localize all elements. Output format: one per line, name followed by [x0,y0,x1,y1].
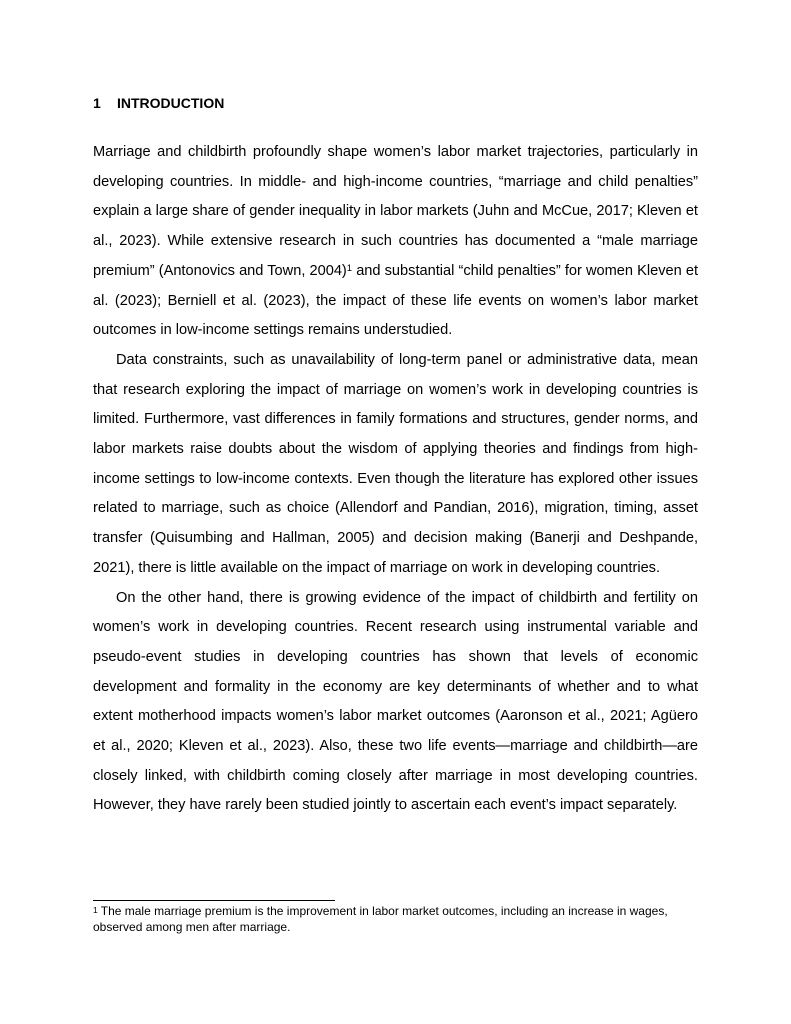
footnote-divider [93,900,335,901]
footnote-number: 1 [93,905,98,915]
body-text [93,138,698,821]
section-number: 1 [93,95,101,111]
paragraph-1 [93,138,698,346]
section-heading [93,95,224,111]
footnote-ref: 1 [346,262,353,274]
section-title: INTRODUCTION [117,95,225,111]
paragraph-1-text-cont: and substantial “child penalties” for women Kleven et al. (2023); Berniell et al. (2023), the impact of these life events on women’s labor market outcomes in low-income settings remains understudied. [93,262,699,339]
paragraph-1-text: Marriage and childbirth profoundly shape women’s labor market trajectories, particularly in developing countries. In middle- and high-income countries, “marriage and child penalties” explain a large share of gender inequality in labor markets (Juhn and McCue, 2017; Kleven et al., 2023). While extensive research in such countries has documented a “male marriage premium” (Antonovics and Town, 2004) [93,144,698,279]
paragraph-3: On the other hand, there is growing evidence of the impact of childbirth and fertility on women’s work in developing countries. Recent research using instrumental variable and pseudo-event studies in developing countries has shown that levels of economic development and formality in the economy are key determinants of whether and to what extent motherhood impacts women’s labor market outcomes (Aaronson et al., 2021; Agüero et al., 2020; Kleven et al., 2023). Also, these two life events—marriage and childbirth—are closely linked, with childbirth coming closely after marriage in most developing countries. However, they have rarely been studied jointly to ascertain each event’s impact separately. [93,589,698,814]
footnote [93,903,698,935]
footnote-text: The male marriage premium is the improvement in labor market outcomes, including an increase in wages, observed among men after marriage. [93,904,668,934]
paragraph-2: Data constraints, such as unavailability of long-term panel or administrative data, mean that research exploring the impact of marriage on women’s work in developing countries is limited. Furthermore, vast differences in family formations and structures, gender norms, and labor markets raise doubts about the wisdom of applying theories and findings from high-income settings to low-income contexts. Even though the literature has explored other issues related to marriage, such as choice (Allendorf and Pandian, 2016), migration, timing, asset transfer (Quisumbing and Hallman, 2005) and decision making (Banerji and Deshpande, 2021), there is little available on the impact of marriage on work in developing countries. [93,351,698,576]
